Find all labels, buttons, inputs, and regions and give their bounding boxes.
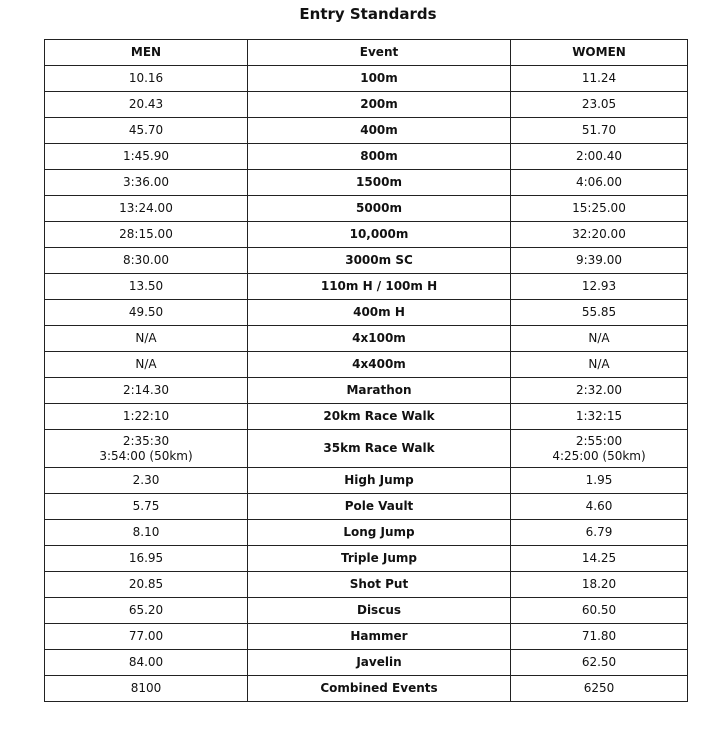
header-event: Event — [248, 40, 511, 66]
women-standard-cell — [511, 520, 688, 546]
table-row — [45, 430, 688, 468]
women-standard-cell-line: 2:55:00 — [575, 433, 623, 448]
table-row — [45, 170, 688, 196]
men-standard-cell-line: 1:22:10 — [122, 409, 170, 423]
women-standard-cell-line: 9:39.00 — [575, 253, 623, 267]
table-row — [45, 598, 688, 624]
event-name-cell: 100m — [248, 66, 511, 92]
men-standard-cell-line: 20.85 — [128, 577, 164, 591]
men-standard-cell-line: 13.50 — [128, 279, 164, 293]
event-name-cell: Marathon — [248, 378, 511, 404]
event-name-cell: Hammer — [248, 624, 511, 650]
men-standard-cell — [45, 676, 248, 702]
women-standard-cell-line: 12.93 — [581, 279, 617, 293]
women-standard-cell-line: 71.80 — [581, 629, 617, 643]
event-name-cell: Combined Events — [248, 676, 511, 702]
women-standard-cell — [511, 170, 688, 196]
women-standard-cell-line: 1.95 — [585, 473, 613, 487]
women-standard-cell-line: 2:32.00 — [575, 383, 623, 397]
women-standard-cell — [511, 196, 688, 222]
women-standard-cell — [511, 352, 688, 378]
men-standard-cell-line: 84.00 — [128, 655, 164, 669]
women-standard-cell-line: 4:06.00 — [575, 175, 623, 189]
women-standard-cell — [511, 468, 688, 494]
table-row — [45, 572, 688, 598]
men-standard-cell — [45, 572, 248, 598]
event-name-cell: 1500m — [248, 170, 511, 196]
women-standard-cell-line: 55.85 — [581, 305, 617, 319]
women-standard-cell — [511, 300, 688, 326]
event-name-cell: High Jump — [248, 468, 511, 494]
table-row — [45, 520, 688, 546]
women-standard-cell — [511, 430, 688, 468]
men-standard-cell-line: 8100 — [130, 681, 162, 695]
men-standard-cell-line: 3:36.00 — [122, 175, 170, 189]
men-standard-cell-line: 5.75 — [132, 499, 160, 513]
event-name-cell: 110m H / 100m H — [248, 274, 511, 300]
men-standard-cell — [45, 546, 248, 572]
men-standard-cell — [45, 352, 248, 378]
men-standard-cell-line: 8:30.00 — [122, 253, 170, 267]
women-standard-cell-line: 18.20 — [581, 577, 617, 591]
event-name-cell: 4x400m — [248, 352, 511, 378]
women-standard-cell-line: N/A — [588, 331, 610, 345]
men-standard-cell — [45, 196, 248, 222]
table-row — [45, 676, 688, 702]
men-standard-cell — [45, 170, 248, 196]
men-standard-cell — [45, 624, 248, 650]
men-standard-cell — [45, 248, 248, 274]
women-standard-cell-line: 32:20.00 — [572, 227, 626, 241]
women-standard-cell — [511, 144, 688, 170]
event-name-cell: 4x100m — [248, 326, 511, 352]
women-standard-cell-line: 6.79 — [585, 525, 613, 539]
men-standard-cell-line: 2.30 — [132, 473, 160, 487]
event-name-cell: Pole Vault — [248, 494, 511, 520]
table-row — [45, 494, 688, 520]
men-standard-cell-line: 45.70 — [128, 123, 164, 137]
table-row — [45, 650, 688, 676]
women-standard-cell — [511, 494, 688, 520]
header-women: WOMEN — [511, 40, 688, 66]
men-standard-cell — [45, 66, 248, 92]
men-standard-cell — [45, 144, 248, 170]
men-standard-cell-line: 1:45.90 — [122, 149, 170, 163]
men-standard-cell — [45, 118, 248, 144]
event-name-cell: 5000m — [248, 196, 511, 222]
women-standard-cell-line: 1:32:15 — [575, 409, 623, 423]
table-row — [45, 624, 688, 650]
event-name-cell: 800m — [248, 144, 511, 170]
men-standard-cell-line: N/A — [135, 331, 157, 345]
men-standard-cell-line: 65.20 — [128, 603, 164, 617]
table-row — [45, 404, 688, 430]
table-body — [45, 66, 688, 702]
women-standard-cell — [511, 248, 688, 274]
women-standard-cell-line: 14.25 — [581, 551, 617, 565]
table-row — [45, 468, 688, 494]
men-standard-cell-line: 8.10 — [132, 525, 160, 539]
women-standard-cell — [511, 92, 688, 118]
table-row — [45, 378, 688, 404]
men-standard-cell — [45, 222, 248, 248]
women-standard-cell-line: 51.70 — [581, 123, 617, 137]
event-name-cell: 3000m SC — [248, 248, 511, 274]
women-standard-cell-line: 4.60 — [585, 499, 613, 513]
men-standard-cell — [45, 598, 248, 624]
table-row — [45, 92, 688, 118]
men-standard-cell-line: 28:15.00 — [119, 227, 173, 241]
event-name-cell: Javelin — [248, 650, 511, 676]
event-name-cell: Triple Jump — [248, 546, 511, 572]
table-row — [45, 300, 688, 326]
men-standard-cell — [45, 468, 248, 494]
men-standard-cell — [45, 326, 248, 352]
women-standard-cell — [511, 404, 688, 430]
women-standard-cell — [511, 546, 688, 572]
men-standard-cell — [45, 300, 248, 326]
event-name-cell: Shot Put — [248, 572, 511, 598]
women-standard-cell — [511, 624, 688, 650]
women-standard-cell — [511, 326, 688, 352]
table-row — [45, 326, 688, 352]
event-name-cell: 10,000m — [248, 222, 511, 248]
page-title: Entry Standards — [299, 5, 437, 23]
women-standard-cell-line: 4:25:00 (50km) — [552, 448, 646, 463]
table-row — [45, 248, 688, 274]
table-row — [45, 222, 688, 248]
table-row — [45, 66, 688, 92]
women-standard-cell — [511, 572, 688, 598]
men-standard-cell — [45, 274, 248, 300]
men-standard-cell — [45, 404, 248, 430]
men-standard-cell — [45, 650, 248, 676]
table-row — [45, 196, 688, 222]
header-men: MEN — [45, 40, 248, 66]
women-standard-cell — [511, 378, 688, 404]
men-standard-cell — [45, 520, 248, 546]
women-standard-cell-line: 6250 — [583, 681, 615, 695]
women-standard-cell-line: 23.05 — [581, 97, 617, 111]
women-standard-cell — [511, 66, 688, 92]
table-row — [45, 144, 688, 170]
women-standard-cell-line: 2:00.40 — [575, 149, 623, 163]
men-standard-cell-line: 2:14.30 — [122, 383, 170, 397]
men-standard-cell-line: 10.16 — [128, 71, 164, 85]
entry-standards-table — [44, 39, 688, 702]
event-name-cell: Discus — [248, 598, 511, 624]
men-standard-cell — [45, 92, 248, 118]
men-standard-cell-line: 16.95 — [128, 551, 164, 565]
table-row — [45, 546, 688, 572]
women-standard-cell-line: 60.50 — [581, 603, 617, 617]
men-standard-cell-line: 3:54:00 (50km) — [99, 448, 193, 463]
men-standard-cell — [45, 494, 248, 520]
men-standard-cell-line: 13:24.00 — [119, 201, 173, 215]
women-standard-cell — [511, 650, 688, 676]
table-row — [45, 118, 688, 144]
event-name-cell: 400m H — [248, 300, 511, 326]
women-standard-cell — [511, 222, 688, 248]
event-name-cell: 200m — [248, 92, 511, 118]
men-standard-cell-line: 2:35:30 — [122, 433, 170, 448]
women-standard-cell-line: 62.50 — [581, 655, 617, 669]
women-standard-cell-line: N/A — [588, 357, 610, 371]
women-standard-cell — [511, 274, 688, 300]
men-standard-cell — [45, 378, 248, 404]
women-standard-cell-line: 11.24 — [581, 71, 617, 85]
table-row — [45, 274, 688, 300]
men-standard-cell-line: N/A — [135, 357, 157, 371]
women-standard-cell — [511, 598, 688, 624]
header-row — [45, 40, 688, 66]
event-name-cell: 35km Race Walk — [248, 430, 511, 468]
men-standard-cell-line: 49.50 — [128, 305, 164, 319]
event-name-cell: Long Jump — [248, 520, 511, 546]
event-name-cell: 20km Race Walk — [248, 404, 511, 430]
men-standard-cell — [45, 430, 248, 468]
women-standard-cell — [511, 676, 688, 702]
women-standard-cell — [511, 118, 688, 144]
table-row — [45, 352, 688, 378]
women-standard-cell-line: 15:25.00 — [572, 201, 626, 215]
men-standard-cell-line: 20.43 — [128, 97, 164, 111]
men-standard-cell-line: 77.00 — [128, 629, 164, 643]
event-name-cell: 400m — [248, 118, 511, 144]
